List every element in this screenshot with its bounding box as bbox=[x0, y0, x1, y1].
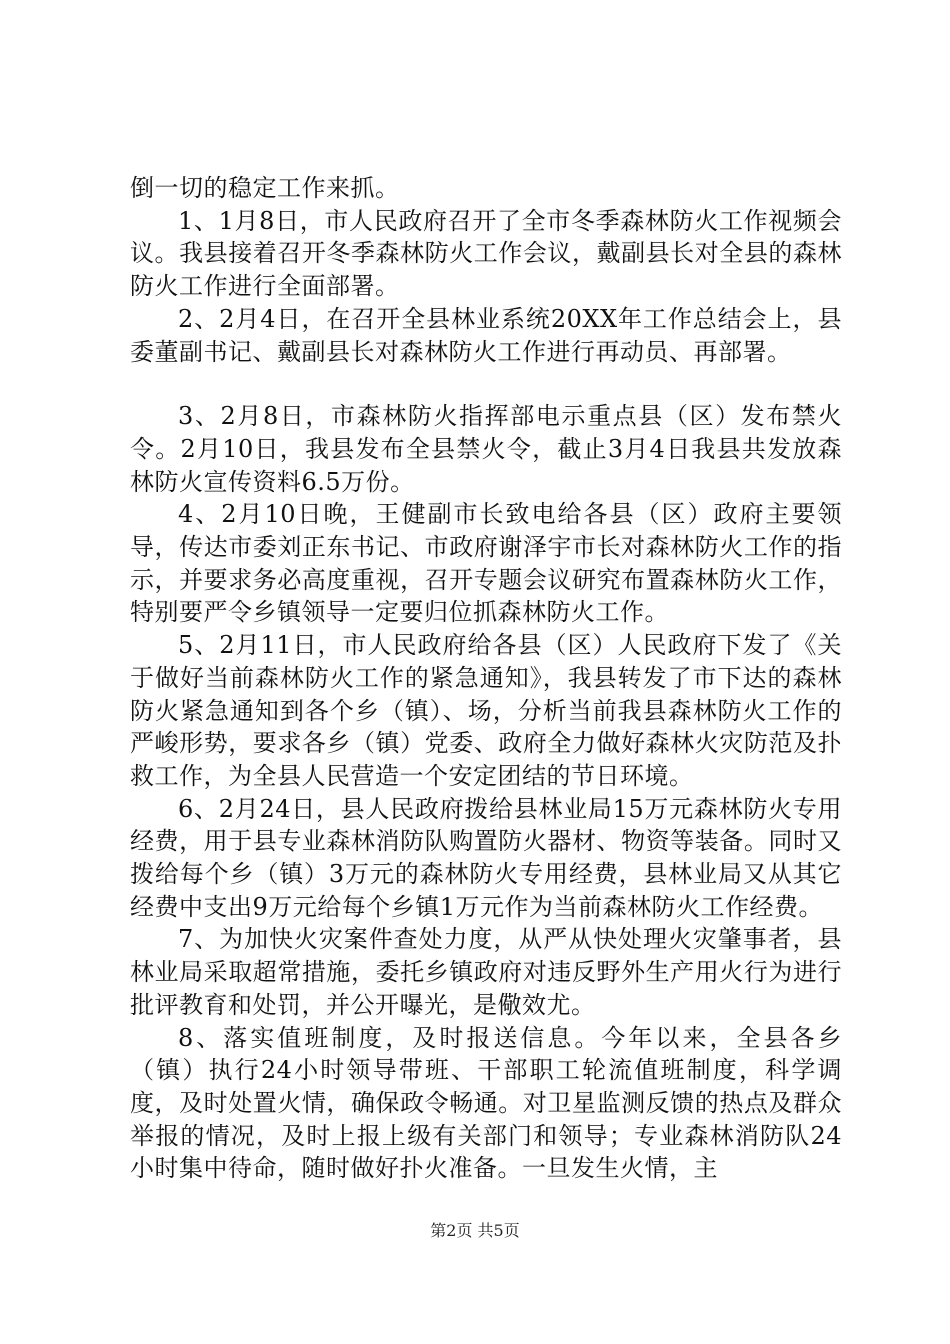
paragraph-item-8: 8、落实值班制度，及时报送信息。今年以来，全县各乡（镇）执行24小时领导带班、干部职工轮流值班制度，科学调度，及时处置火情，确保政令畅通。对卫星监测反馈的热点及群众举报的情况，及时上报上级有关部门和领导；专业森林消防队24小时集中待命，随时做好扑火准备。一旦发生火情，主 bbox=[130, 1023, 842, 1183]
paragraph-continuation: 倒一切的稳定工作来抓。 bbox=[130, 174, 400, 202]
document-body bbox=[130, 172, 842, 1185]
paragraph-item-5: 5、2月11日，市人民政府给各县（区）人民政府下发了《关于做好当前森林防火工作的紧急通知》，我县转发了市下达的森林防火紧急通知到各个乡（镇）、场，分析当前我县森林防火工作的严峻形势，要求各乡（镇）党委、政府全力做好森林火灾防范及扑救工作，为全县人民营造一个安定团结的节日环境。 bbox=[130, 631, 842, 790]
paragraph-item-6: 6、2月24日，县人民政府拨给县林业局15万元森林防火专用经费，用于县专业森林消防队购置防火器材、物资等装备。同时又拨给每个乡（镇）3万元的森林防火专用经费，县林业局又从其它经费中支出9万元给每个乡镇1万元作为当前森林防火工作经费。 bbox=[130, 794, 842, 921]
paragraph-item-1: 1、1月8日，市人民政府召开了全市冬季森林防火工作视频会议。我县接着召开冬季森林防火工作会议，戴副县长对全县的森林防火工作进行全面部署。 bbox=[130, 206, 842, 301]
paragraph-item-2: 2、2月4日，在召开全县林业系统20XX年工作总结会上，县委董副书记、戴副县长对森林防火工作进行再动员、再部署。 bbox=[130, 304, 842, 366]
paragraph-item-7: 7、为加快火灾案件查处力度，从严从快处理火灾肇事者，县林业局采取超常措施，委托乡镇政府对违反野外生产用火行为进行批评教育和处罚，并公开曝光，是儆效尤。 bbox=[130, 925, 842, 1019]
page-number-footer: 第2页 共5页 bbox=[430, 1221, 520, 1240]
paragraph-item-4: 4、2月10日晚，王健副市长致电给各县（区）政府主要领导，传达市委刘正东书记、市政府谢泽宇市长对森林防火工作的指示，并要求务必高度重视，召开专题会议研究布置森林防火工作，特别要严令乡镇领导一定要归位抓森林防火工作。 bbox=[130, 500, 842, 627]
paragraph-item-3: 3、2月8日，市森林防火指挥部电示重点县（区）发布禁火令。2月10日，我县发布全县禁火令，截止3月4日我县共发放森林防火宣传资料6.5万份。 bbox=[130, 402, 842, 496]
